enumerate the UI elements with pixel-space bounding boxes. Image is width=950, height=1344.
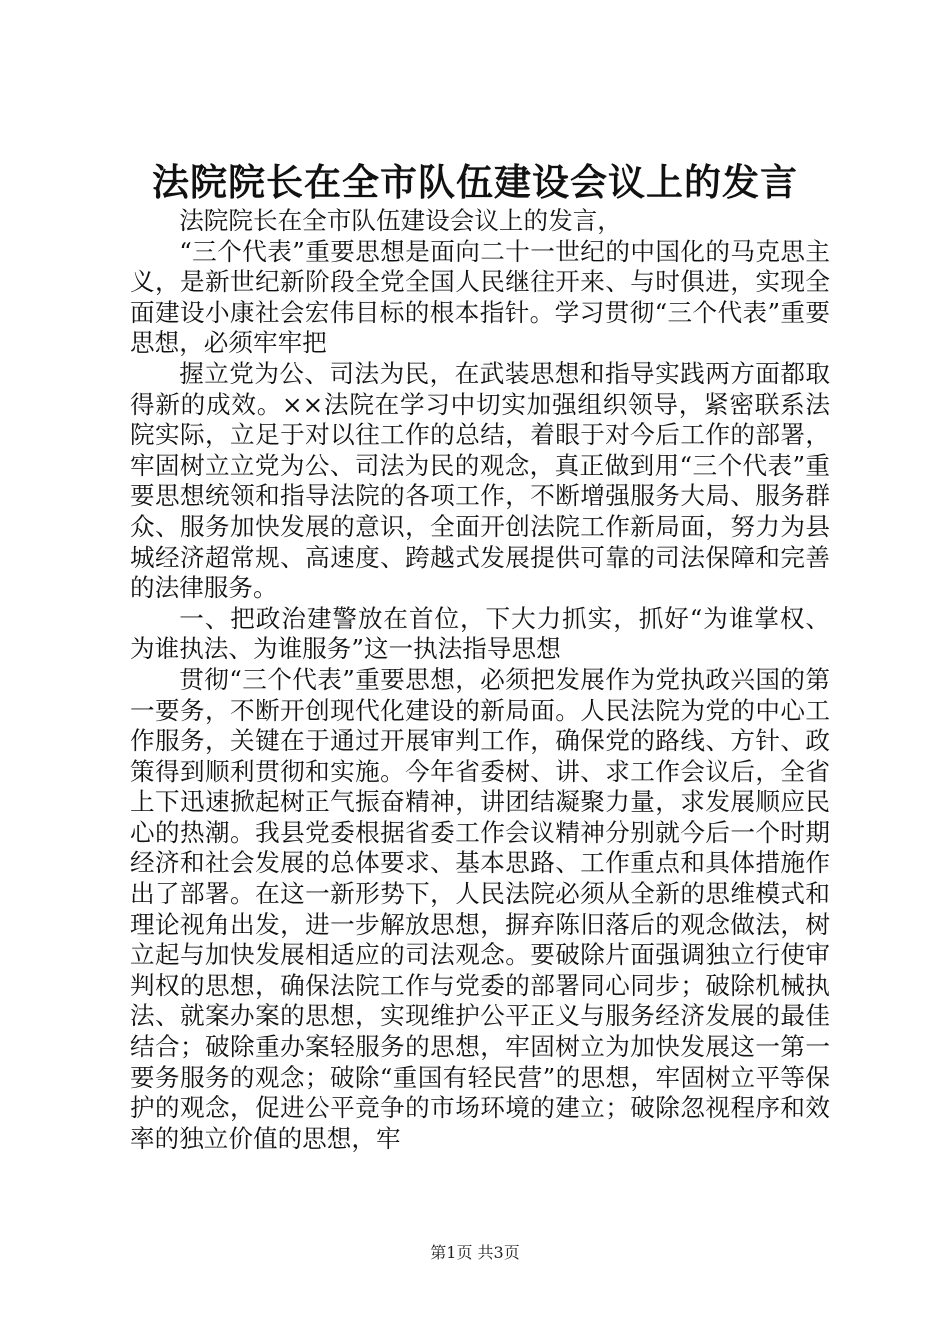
- paragraph: 握立党为公、司法为民，在武装思想和指导实践两方面都取得新的成效。××法院在学习中切实加强组织领导，紧密联系法院实际，立足于对以往工作的总结，着眼于对今后工作的部署，牢固树立立党为公、司法为民的观念，真正做到用“三个代表”重要思想统领和指导法院的各项工作，不断增强服务大局、服务群众、服务加快发展的意识，全面开创法院工作新局面，努力为县城经济超常规、高速度、跨越式发展提供可靠的司法保障和完善的法律服务。: [130, 358, 830, 603]
- document-body: [130, 206, 830, 1154]
- paragraph: 贯彻“三个代表”重要思想，必须把发展作为党执政兴国的第一要务，不断开创现代化建设的新局面。人民法院为党的中心工作服务，关键在于通过开展审判工作，确保党的路线、方针、政策得到顺利贯彻和实施。今年省委树、讲、求工作会议后，全省上下迅速掀起树正气振奋精神，讲团结凝聚力量，求发展顺应民心的热潮。我县党委根据省委工作会议精神分别就今后一个时期经济和社会发展的总体要求、基本思路、工作重点和具体措施作出了部署。在这一新形势下，人民法院必须从全新的思维模式和理论视角出发，进一步解放思想，摒弃陈旧落后的观念做法，树立起与加快发展相适应的司法观念。要破除片面强调独立行使审判权的思想，确保法院工作与党委的部署同心同步；破除机械执法、就案办案的思想，实现维护公平正义与服务经济发展的最佳结合；破除重办案轻服务的思想，牢固树立为加快发展这一第一要务服务的观念；破除“重国有轻民营”的思想，牢固树立平等保护的观念，促进公平竞争的市场环境的建立；破除忽视程序和效率的独立价值的思想，牢: [130, 664, 830, 1153]
- paragraph: “三个代表”重要思想是面向二十一世纪的中国化的马克思主义，是新世纪新阶段全党全国人民继往开来、与时俱进，实现全面建设小康社会宏伟目标的根本指针。学习贯彻“三个代表”重要思想，必须牢牢把: [130, 236, 830, 358]
- paragraph: 一、把政治建警放在首位，下大力抓实，抓好“为谁掌权、为谁执法、为谁服务”这一执法指导思想: [130, 603, 830, 664]
- paragraph: 法院院长在全市队伍建设会议上的发言，: [179, 206, 622, 235]
- document-title: 法院院长在全市队伍建设会议上的发言: [152, 160, 798, 204]
- page-number-footer: 第1页 共3页: [430, 1243, 520, 1262]
